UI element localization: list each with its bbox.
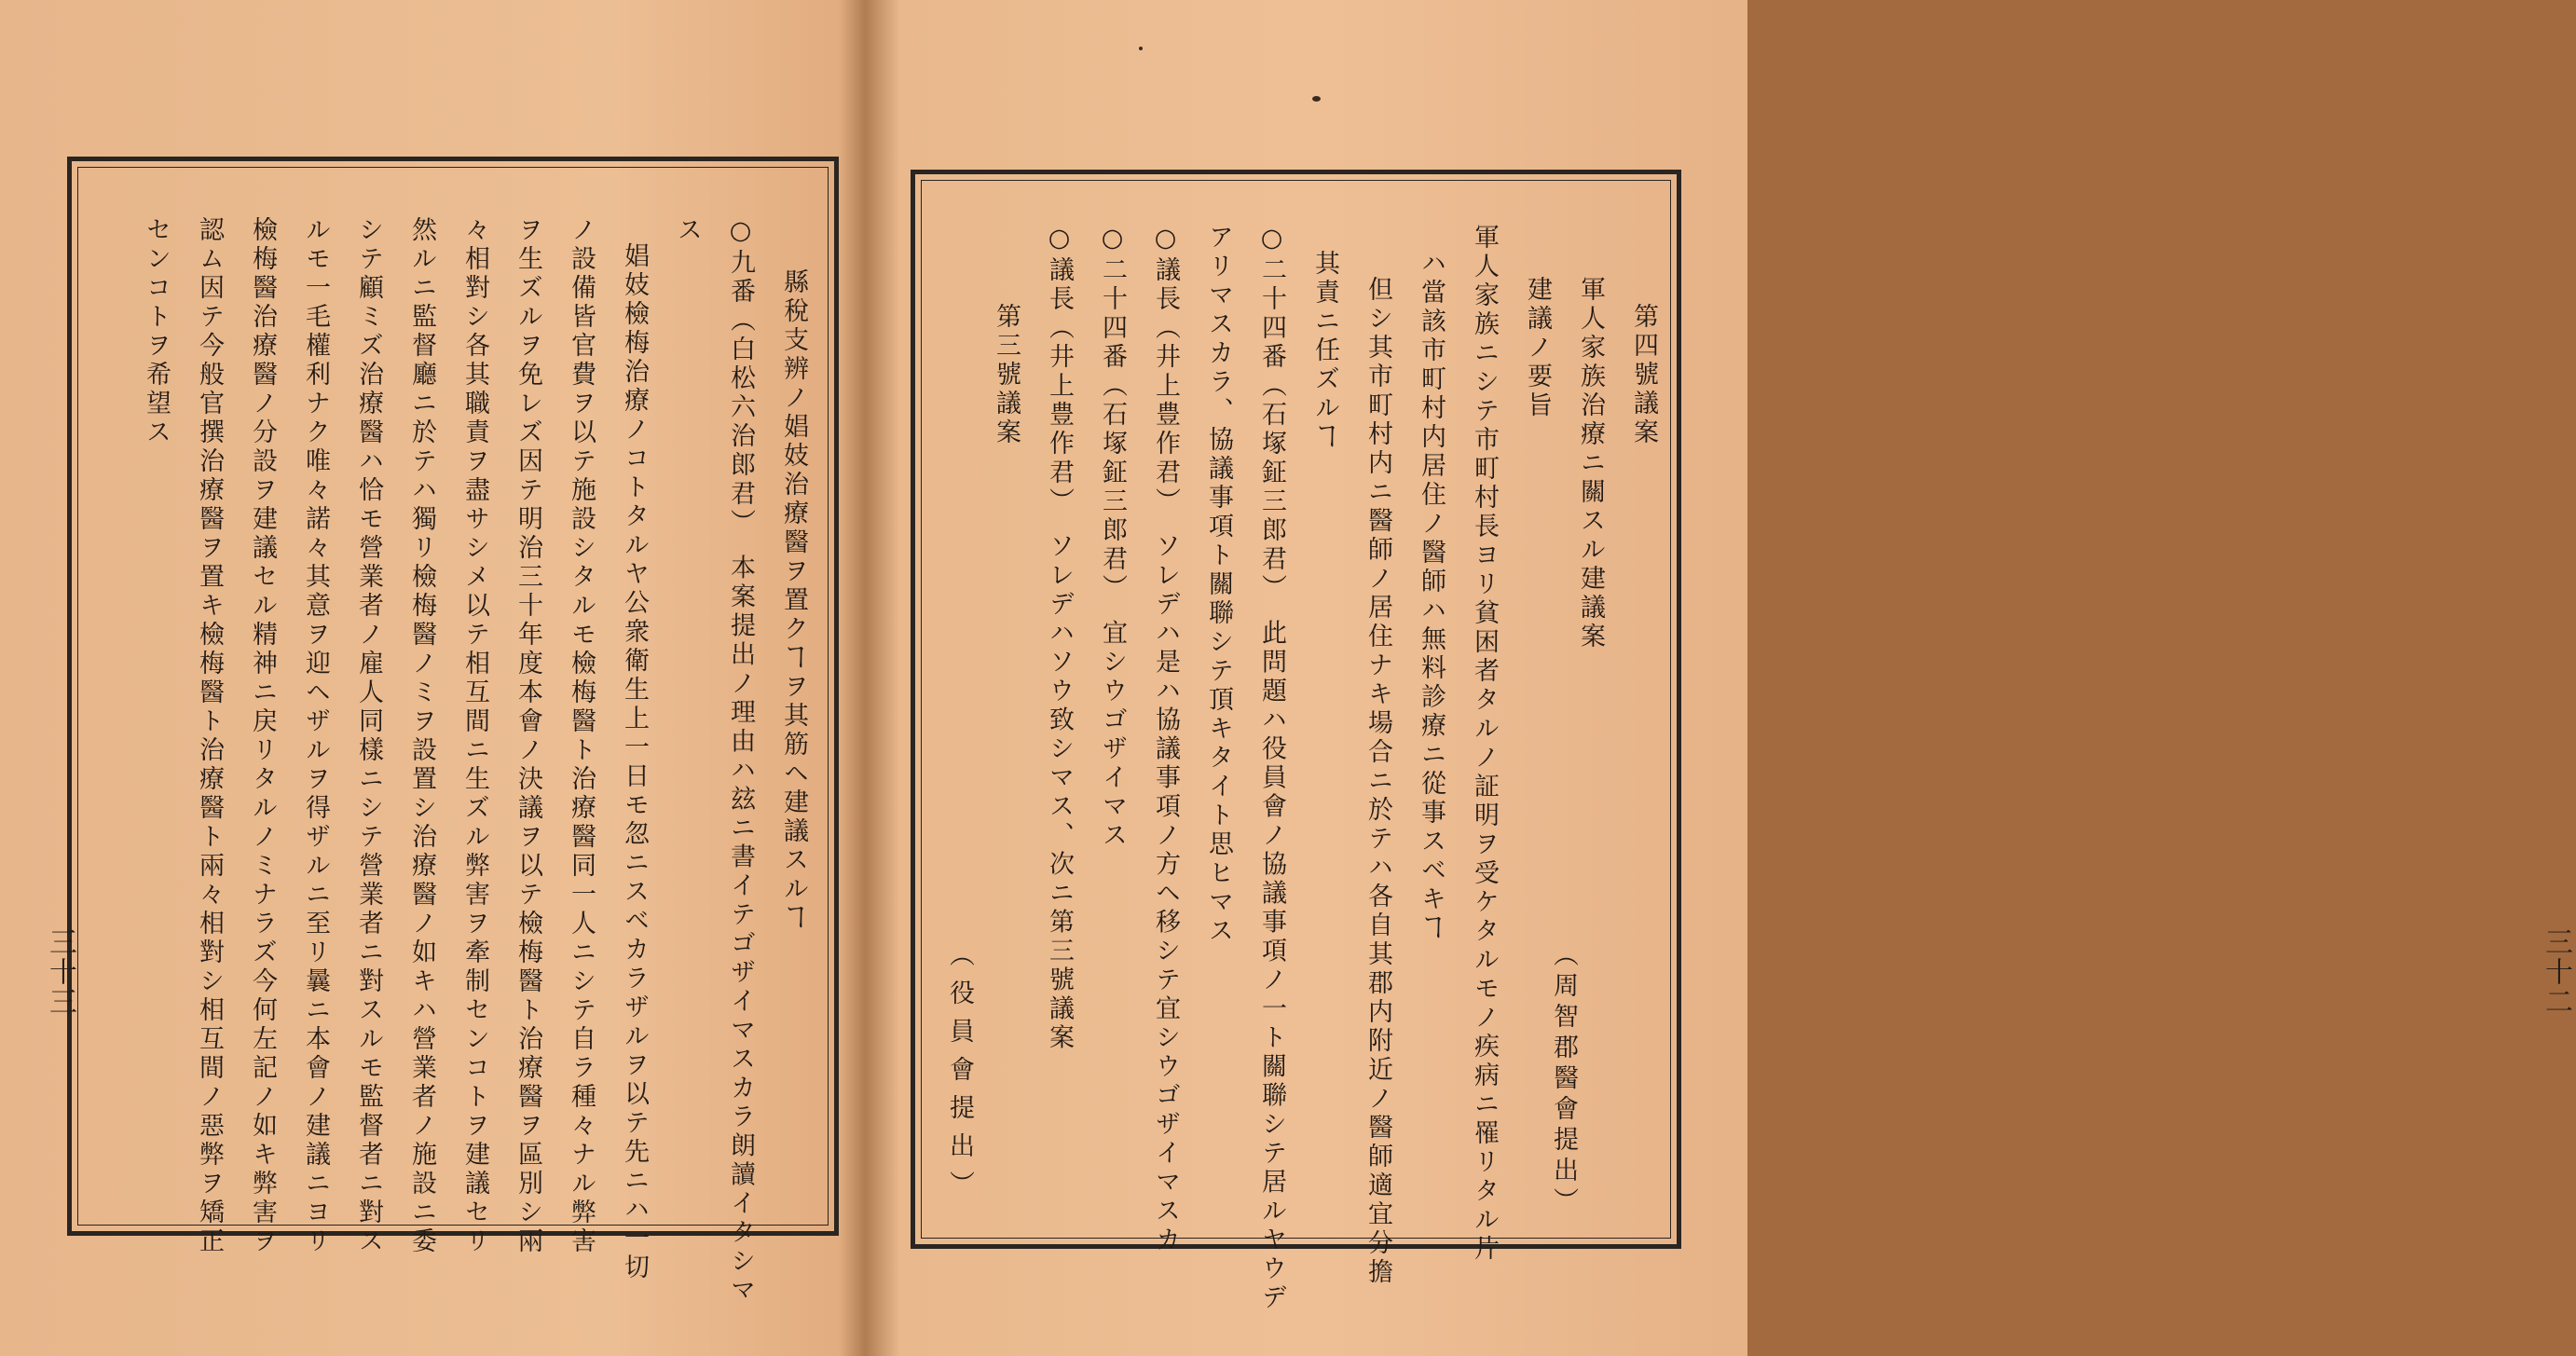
text-line: ヲ生ズルヲ免レズ因テ明治三十年度本會ノ決議ヲ以テ檢梅醫ト治療醫ヲ區別シ兩 <box>514 216 542 1256</box>
text-line: 娼妓檢梅治療ノコトタルヤ公衆衛生上一日モ忽ニスベカラザルヲ以テ先ニハ一切 <box>620 242 649 1282</box>
speaker-line: ○議長（井上豊作君） ソレデハソウ致シマス、次ニ第三號議案 <box>1045 224 1074 1053</box>
text-line: 但シ其市町村内ニ醫師ノ居住ナキ場合ニ於テハ各自其郡内附近ノ醫師適宜分擔 <box>1363 276 1392 1287</box>
left-page <box>0 0 862 1356</box>
proposal-number-heading: 第三號議案 <box>992 303 1021 447</box>
page-number-right: 三十二 <box>2540 927 2572 1017</box>
speaker-line: ○九番（白松六治郎君） 本案提出ノ理由ハ玆ニ書イテゴザイマスカラ朗讀イタシマ <box>726 216 755 1306</box>
proposal-number-heading: 第四號議案 <box>1629 303 1658 447</box>
text-line: シテ顧ミズ治療醫ハ恰モ營業者ノ雇人同樣ニシテ營業者ニ對スルモ監督者ニ對ス <box>354 216 383 1256</box>
text-line: アリマスカラ、協議事項ト關聯シテ頂キタイト思ヒマス <box>1204 224 1233 946</box>
submitter-note: （役員會提出） <box>945 941 974 1209</box>
section-heading: 建議ノ要旨 <box>1523 276 1552 420</box>
speaker-line: ○二十四番（石塚鉦三郎君） 宜シウゴザイマス <box>1098 224 1127 851</box>
proposal-title: 軍人家族治療ニ關スル建議案 <box>1576 276 1605 651</box>
text-line: 認ム因テ今般官撰治療醫ヲ置キ檢梅醫ト治療醫ト兩々相對シ相互間ノ惡弊ヲ矯正 <box>195 216 224 1256</box>
left-page-text-block <box>84 216 820 1306</box>
proposal-title: 縣稅支辨ノ娼妓治療醫ヲ置クヿヲ其筋ヘ建議スルヿ <box>779 268 808 933</box>
text-line: ハ當該市町村内居住ノ醫師ハ無料診療ニ從事スベキヿ <box>1417 250 1446 943</box>
paper-speck <box>1139 47 1143 50</box>
page-number-left: 三十三 <box>44 927 76 1017</box>
text-line: センコトヲ希望ス <box>142 216 171 447</box>
text-line: 檢梅醫治療醫ノ分設ヲ建議セル精神ニ戻リタルノミナラズ今何左記ノ如キ弊害ヲ <box>248 216 277 1256</box>
text-line: ノ設備皆官費ヲ以テ施設シタルモ檢梅醫ト治療醫同一人ニシテ自ラ種々ナル弊害 <box>567 216 596 1256</box>
speaker-line: ○議長（井上豊作君） ソレデハ是ハ協議事項ノ方ヘ移シテ宜シウゴザイマスカ <box>1151 224 1180 1255</box>
paper-speck <box>1312 96 1321 102</box>
text-line: 々相對シ各其職責ヲ盡サシメ以テ相互間ニ生ズル弊害ヲ牽制センコトヲ建議セリ <box>460 216 489 1256</box>
text-line: ス <box>673 216 702 245</box>
submitter-note: （周智郡醫會提出） <box>1549 941 1578 1218</box>
right-page <box>871 0 2572 1356</box>
text-line: 軍人家族ニシテ市町村長ヨリ貧困者タルノ証明ヲ受ケタルモノ疾病ニ罹リタル片 <box>1470 224 1499 1264</box>
speaker-line: ○二十四番（石塚鉦三郎君） 此問題ハ役員會ノ協議事項ノ一ト關聯シテ居ルヤウデ <box>1257 224 1286 1313</box>
text-line: 然ルニ監督廳ニ於テハ獨リ檢梅醫ノミヲ設置シ治療醫ノ如キハ營業者ノ施設ニ委 <box>407 216 436 1256</box>
text-line: ルモ一毛權利ナク唯々諾々其意ヲ迎ヘザルヲ得ザルニ至リ曩ニ本會ノ建議ニヨリ <box>301 216 330 1256</box>
text-line: 其責ニ任ズルヿ <box>1310 250 1339 452</box>
